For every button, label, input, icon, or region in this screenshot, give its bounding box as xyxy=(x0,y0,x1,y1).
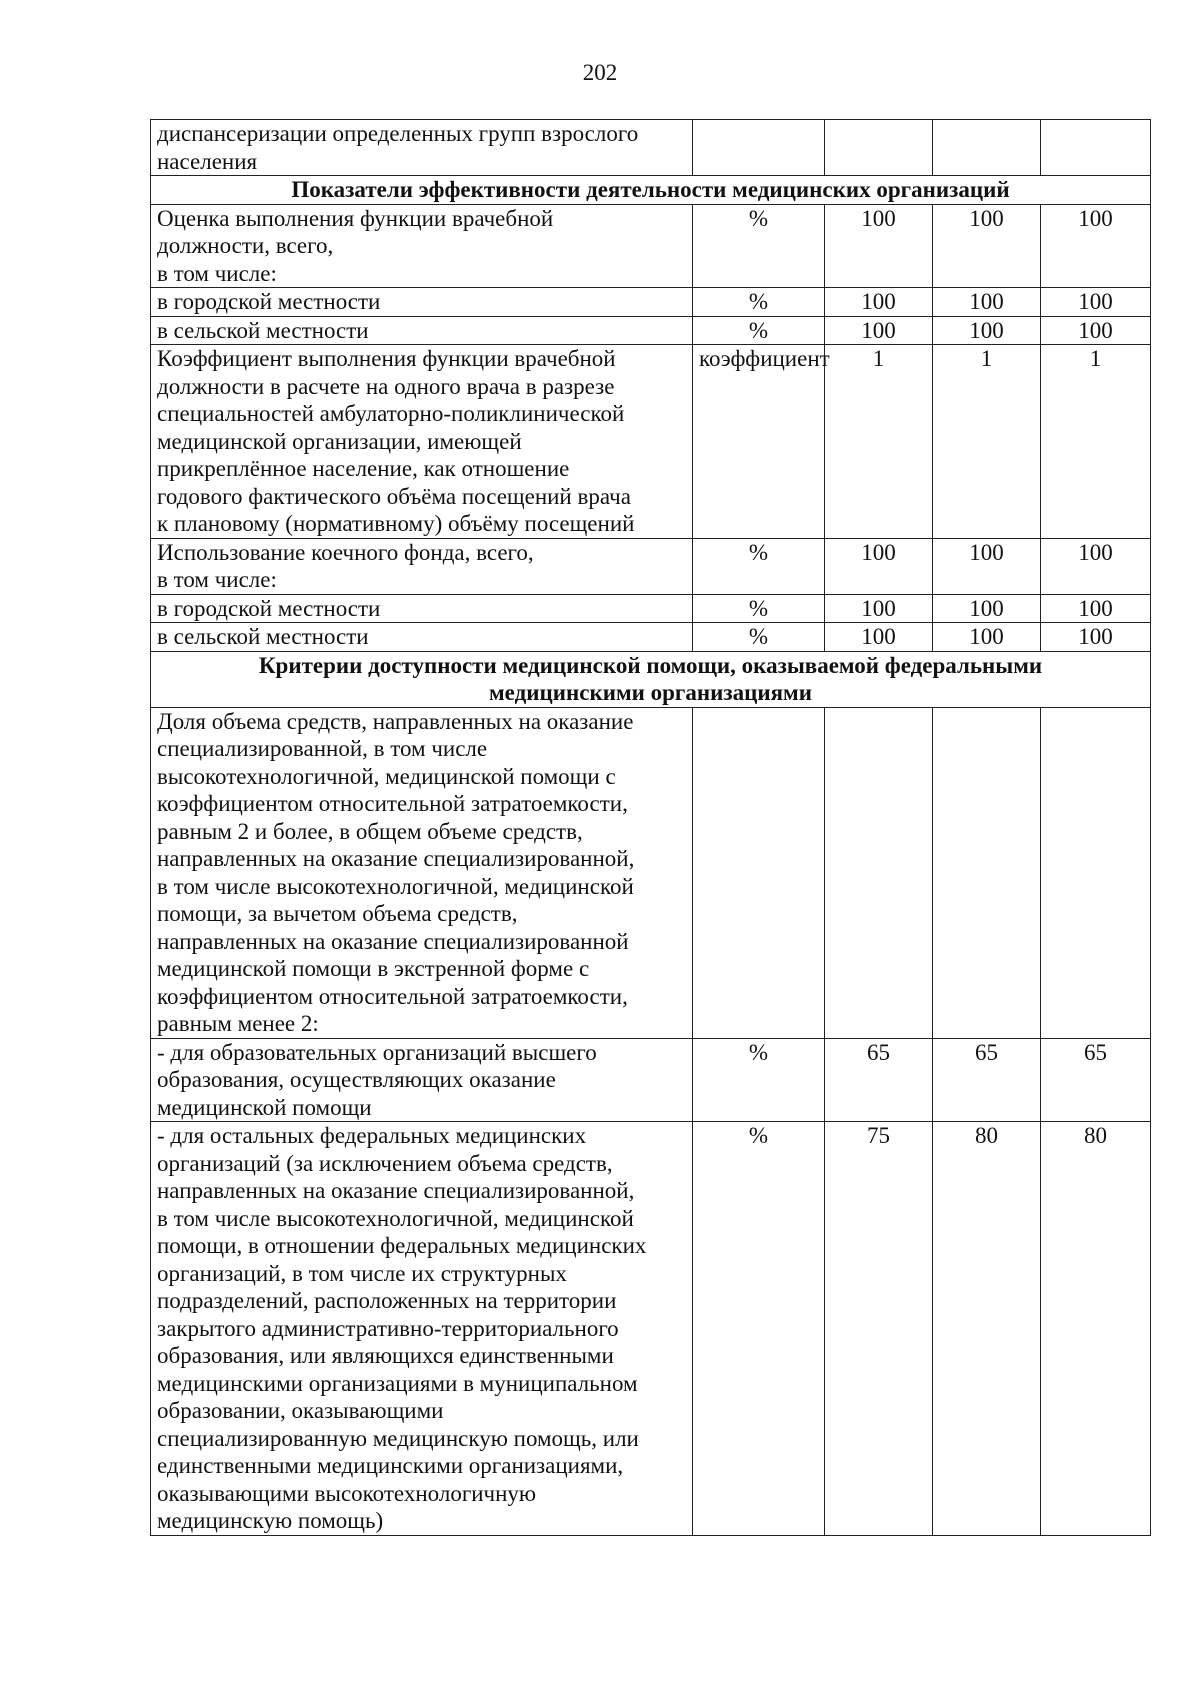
value-cell: 65 xyxy=(825,1038,933,1122)
row-label: Коэффициент выполнения функции врачебной должности в расчете на одного врача в разрезе специальностей амбулаторно-поликлинической медицинской организации, имеющей прикреплённое население, как отношение годового фактического объёма посещений врача к плановому (нормативному) объёму посещений xyxy=(151,345,693,539)
unit-cell: % xyxy=(693,1122,825,1536)
value-cell: 100 xyxy=(1041,288,1151,317)
unit-cell: % xyxy=(693,316,825,345)
value-cell: 100 xyxy=(825,204,933,288)
value-cell xyxy=(933,707,1041,1038)
row-label: Использование коечного фонда, всего, в том числе: xyxy=(151,538,693,594)
unit-cell: коэффициент xyxy=(693,345,825,539)
value-cell: 1 xyxy=(1041,345,1151,539)
table-row xyxy=(151,204,1151,288)
value-cell: 100 xyxy=(825,288,933,317)
table-row xyxy=(151,538,1151,594)
unit-cell: % xyxy=(693,538,825,594)
value-cell: 65 xyxy=(1041,1038,1151,1122)
page-number: 202 xyxy=(582,60,618,85)
indicators-table xyxy=(150,119,1151,1536)
section-header-row xyxy=(151,651,1151,707)
section-header-row xyxy=(151,176,1151,205)
table-row xyxy=(151,120,1151,176)
unit-cell: % xyxy=(693,623,825,652)
row-label: в сельской местности xyxy=(151,316,693,345)
value-cell: 100 xyxy=(825,538,933,594)
value-cell: 100 xyxy=(825,594,933,623)
value-cell: 80 xyxy=(1041,1122,1151,1536)
value-cell: 100 xyxy=(933,316,1041,345)
value-cell: 100 xyxy=(933,623,1041,652)
value-cell: 100 xyxy=(933,288,1041,317)
unit-cell: % xyxy=(693,1038,825,1122)
value-cell: 1 xyxy=(933,345,1041,539)
value-cell: 100 xyxy=(1041,538,1151,594)
section-title: Показатели эффективности деятельности медицинских организаций xyxy=(151,176,1151,205)
table-row xyxy=(151,594,1151,623)
value-cell xyxy=(825,120,933,176)
value-cell: 100 xyxy=(825,623,933,652)
value-cell xyxy=(1041,120,1151,176)
row-label: в сельской местности xyxy=(151,623,693,652)
table-row xyxy=(151,316,1151,345)
row-label: диспансеризации определенных групп взрослого населения xyxy=(151,120,693,176)
value-cell: 65 xyxy=(933,1038,1041,1122)
table-row xyxy=(151,623,1151,652)
unit-cell: % xyxy=(693,204,825,288)
value-cell: 100 xyxy=(933,594,1041,623)
table-row xyxy=(151,345,1151,539)
unit-cell xyxy=(693,707,825,1038)
value-cell: 100 xyxy=(933,204,1041,288)
value-cell: 80 xyxy=(933,1122,1041,1536)
section-title: Критерии доступности медицинской помощи, оказываемой федеральными медицинскими организациями xyxy=(151,651,1151,707)
value-cell xyxy=(1041,707,1151,1038)
value-cell: 100 xyxy=(825,316,933,345)
row-label: Оценка выполнения функции врачебной должности, всего, в том числе: xyxy=(151,204,693,288)
unit-cell: % xyxy=(693,594,825,623)
value-cell: 100 xyxy=(1041,204,1151,288)
table-row xyxy=(151,1122,1151,1536)
value-cell: 100 xyxy=(1041,594,1151,623)
table-row xyxy=(151,707,1151,1038)
value-cell xyxy=(825,707,933,1038)
value-cell: 100 xyxy=(1041,316,1151,345)
row-label: в городской местности xyxy=(151,594,693,623)
value-cell: 1 xyxy=(825,345,933,539)
row-label: - для образовательных организаций высшего образования, осуществляющих оказание медицинской помощи xyxy=(151,1038,693,1122)
unit-cell: % xyxy=(693,288,825,317)
value-cell xyxy=(933,120,1041,176)
value-cell: 75 xyxy=(825,1122,933,1536)
unit-cell xyxy=(693,120,825,176)
table-row xyxy=(151,288,1151,317)
value-cell: 100 xyxy=(933,538,1041,594)
row-label: Доля объема средств, направленных на оказание специализированной, в том числе высокотехнологичной, медицинской помощи с коэффициентом относительной затратоемкости, равным 2 и более, в общем объеме средств, направленных на оказание специализированной, в том числе высокотехнологичной, медицинской помощи, за вычетом объема средств, направленных на оказание специализированной медицинской помощи в экстренной форме с коэффициентом относительной затратоемкости, равным менее 2: xyxy=(151,707,693,1038)
value-cell: 100 xyxy=(1041,623,1151,652)
row-label: в городской местности xyxy=(151,288,693,317)
row-label: - для остальных федеральных медицинских организаций (за исключением объема средств, направленных на оказание специализированной, в том числе высокотехнологичной, медицинской помощи, в отношении федеральных медицинских организаций, в том числе их структурных подразделений, расположенных на территории закрытого административно-территориального образования, или являющихся единственными медицинскими организациями в муниципальном образовании, оказывающими специализированную медицинскую помощь, или единственными медицинскими организациями, оказывающими высокотехнологичную медицинскую помощь) xyxy=(151,1122,693,1536)
table-row xyxy=(151,1038,1151,1122)
